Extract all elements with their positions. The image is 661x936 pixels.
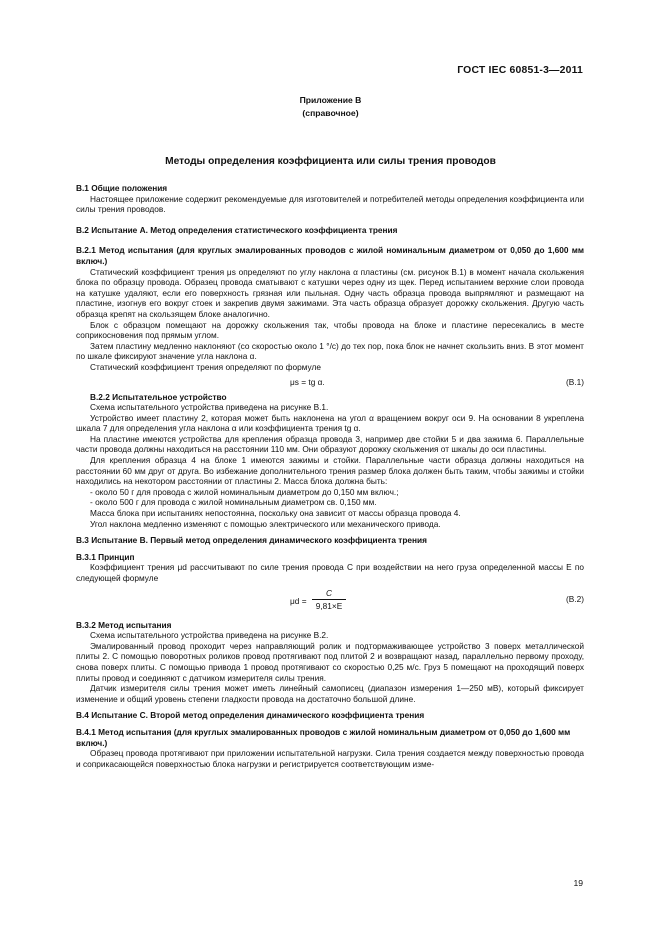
- formula-b2: [76, 588, 584, 614]
- paragraph: Блок с образцом помещают на дорожку скольжения так, чтобы провода на блоке и пластине пересекались в месте соприкосновения под прямым углом.: [76, 319, 584, 341]
- formula-b1: [76, 375, 584, 390]
- subsection-heading: В.2.1 Метод испытания (для круглых эмалированных проводов с жилой номинальным диаметром от 0,050 до 1,600 мм включ.): [76, 245, 584, 266]
- subsection-heading: В.3.1 Принцип: [76, 551, 135, 562]
- document-header: ГОСТ IEC 60851-3—2011: [457, 65, 583, 76]
- subsection-heading: В.3.2 Метод испытания: [76, 619, 172, 630]
- formula-number: (В.1): [566, 376, 584, 387]
- paragraph: Датчик измерителя силы трения может иметь линейный самописец (диапазон измерения 1—250 мВ), который фиксирует изменение и общий уровень степени гладкости провода на достаточно большой длине.: [76, 683, 584, 704]
- paragraph: Для крепления образца 4 на блоке 1 имеются зажимы и стойки. Параллельные части образца должны находиться на расстоянии 60 мм друг от друга. Во избежание дополнительного трения размер блока должен быть таким, чтобы зажимы и стойки находились на некотором расстоянии от пластины 2. Масса блока должна быть:: [76, 455, 584, 487]
- annex-note: (справочное): [302, 108, 359, 118]
- formula-fraction: [312, 588, 346, 612]
- formula-number: (В.2): [566, 593, 584, 604]
- paragraph: На пластине имеются устройства для крепления образца провода 3, например две стойки 5 и два зажима 6. Параллельные части провода должны находиться на расстоянии 110 мм. Они образуют дорожку скольжения от шкалы до оси пластины.: [76, 433, 584, 455]
- paragraph: Затем пластину медленно наклоняют (со скоростью около 1 °/c) до тех пор, пока блок не начнет скользить вниз. В этот момент по шкале фиксируют значение угла наклона α.: [76, 340, 584, 362]
- paragraph: Образец провода протягивают при приложении испытательной нагрузки. Сила трения создается между поверхностью провода и соприкасающейся поверхностью блока нагрузки и регистрируется соответствующим изме-: [76, 748, 584, 769]
- section-heading: В.4 Испытание С. Второй метод определения динамического коэффициента трения: [76, 710, 425, 721]
- subsection-heading: В.4.1 Метод испытания (для круглых эмалированных проводов с жилой номинальным диаметром от 0,050 до 1,600 мм включ.): [76, 726, 571, 748]
- paragraph: Настоящее приложение содержит рекомендуемые для изготовителей и потребителей методы определения коэффициента или силы трения проводов.: [76, 193, 584, 215]
- formula-lhs: μd =: [290, 595, 307, 606]
- section-heading: В.3 Испытание В. Первый метод определения динамического коэффициента трения: [76, 535, 427, 546]
- paragraph: Схема испытательного устройства приведена на рисунке В.2.: [90, 630, 329, 641]
- paragraph: Статический коэффициент трения μs определяют по углу наклона α пластины (см. рисунок В.1) в момент начала скольжения блока по образцу провода. Образец провода сматывают с катушки через одну из щек. Перед испытанием верхние слои провода на катушке удаляют, если его поверхность грязная или пыльная. Одну часть образца провода выпрямляют и размещают на пластине, изогнув его вокруг стоек и закрепив двумя зажимами. Эта часть образца образует дорожку скольжения. Другую часть образца крепят на скользящем блоке аналогично.: [76, 266, 584, 319]
- section-heading: В.2 Испытание А. Метод определения статистического коэффициента трения: [76, 224, 398, 235]
- paragraph: Эмалированный провод проходит через направляющий ролик и подтормаживающее устройство 3 поверх металлической плиты 2. С помощью поворотных роликов провод протягивают под плитой 2 и возвращают назад, параллельно первому проходу, снова поверх плиты. С помощью привода 1 провод протягивают со скоростью 0,25 м/с. Груз 5 помещают на проходящий поверх плиты провод и соединяют с датчиком измерителя силы трения.: [76, 640, 584, 683]
- page-number: 19: [573, 878, 583, 888]
- paragraph: Коэффициент трения μd рассчитывают по силе трения провода C при воздействии на него груза определенной массы E по следующей формуле: [76, 562, 584, 583]
- formula-expression: μs = tg α.: [290, 376, 325, 387]
- document-title: Методы определения коэффициента или силы трения проводов: [165, 156, 496, 167]
- paragraph: Статический коэффициент трения определяют по формуле: [90, 361, 321, 372]
- paragraph: Устройство имеет пластину 2, которая может быть наклонена на угол α вращением вокруг оси 9. На основании 8 укреплена шкала 7 для определения угла наклона α или коэффициента трения tg α.: [76, 412, 584, 434]
- paragraph: Схема испытательного устройства приведена на рисунке В.1.: [90, 402, 329, 413]
- paragraph: Масса блока при испытаниях непостоянна, поскольку она зависит от массы образца провода 4.: [90, 508, 461, 519]
- list-item: - около 50 г для провода с жилой номинальным диаметром до 0,150 мм включ.;: [90, 486, 399, 497]
- annex-title: Приложение В: [299, 95, 362, 105]
- fraction-denominator: 9,81×E: [315, 601, 343, 612]
- subsection-heading: В.2.2 Испытательное устройство: [90, 391, 227, 402]
- document-body: [76, 183, 584, 769]
- section-heading: В.1 Общие положения: [76, 183, 168, 193]
- paragraph: Угол наклона медленно изменяют с помощью электрического или механического привода.: [90, 518, 441, 529]
- annex-heading: [0, 94, 661, 120]
- fraction-numerator: C: [312, 588, 346, 601]
- list-item: - около 500 г для провода с жилой номинальным диаметром св. 0,150 мм.: [90, 497, 377, 508]
